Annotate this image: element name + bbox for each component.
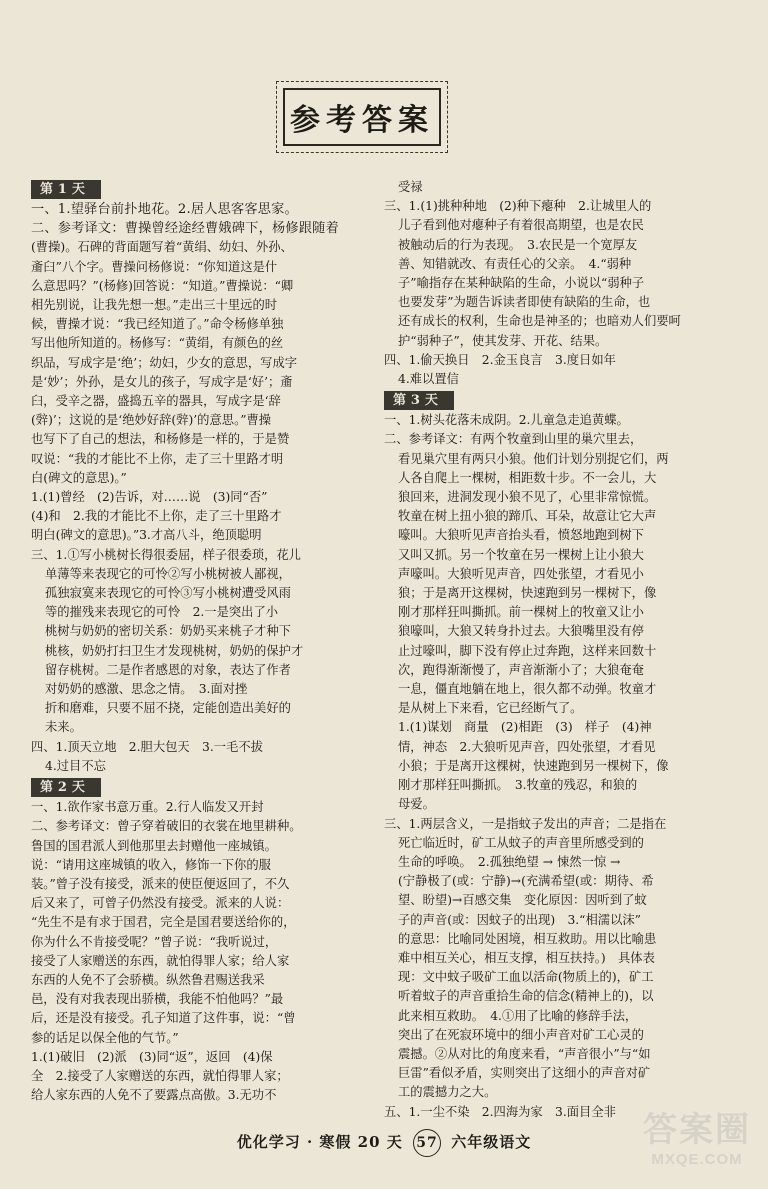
answer-line: 织品，写成字是‘绝’；幼妇，少女的意思，写成字 xyxy=(31,355,298,370)
answer-line: 明白(碑文的意思)。”3.才高八斗，绝顶聪明 xyxy=(31,528,262,543)
right-column xyxy=(384,178,729,1122)
answer-line: “先生不是有求于国君，完全是国君要送给你的， xyxy=(31,915,296,930)
answer-line: 也要发芽”为题告诉读者即使有缺陷的生命，也 xyxy=(398,295,651,310)
answer-line: 四、1.顶天立地 2.胆大包天 3.一毛不拔 xyxy=(31,739,263,754)
answer-line: 二、参考译文：曾子穿着破旧的衣裳在地里耕种。 xyxy=(31,819,302,834)
answer-line: 臼，受辛之器，盛捣五辛的器具，写成字是‘辞 xyxy=(31,394,281,409)
answer-line: 东西的人免不了会骄横。纵然鲁君赐送我采 xyxy=(31,972,265,987)
answer-line: 桃树与奶奶的密切关系：奶奶买来桃子才种下 xyxy=(45,624,291,639)
answer-line: 望、盼望)→百感交集 变化原因：因听到了蚊 xyxy=(398,893,647,908)
answer-line: 的意思：比喻同处困境，相互救助。用以比喻患 xyxy=(398,931,657,946)
answer-line: 接受了人家赠送的东西，就怕得罪人家；给人家 xyxy=(31,953,290,968)
answer-line: 三、1.(1)挑种种地 (2)种下瘪种 2.让城里人的 xyxy=(384,199,652,214)
answer-line: 齑臼”八个字。曹操问杨修说：“你知道这是什 xyxy=(31,259,278,274)
answer-line: 三、1.①写小桃树长得很委屈，样子很委琐，花儿 xyxy=(31,547,301,562)
answer-line: 三、1.两层含义，一是指蚊子发出的声音；二是指在 xyxy=(384,816,667,831)
answer-line: 声嚎叫。大狼听见声音，四处张望，才看见小 xyxy=(398,566,644,581)
answer-line: 1.(1)破旧 (2)派 (3)同“返”，返回 (4)保 xyxy=(31,1049,273,1064)
answer-line: (辤)’；这说的是‘绝妙好辞(辤)’的意思。”曹操 xyxy=(31,413,272,428)
answer-line: 难中相互关心，相互支撑，相互扶持。) 具体表 xyxy=(398,950,655,965)
watermark-url: MXQE.COM xyxy=(651,1151,743,1168)
answer-line: 也写下了自己的想法，和杨修是一样的，于是赞 xyxy=(31,432,290,447)
answer-line: 听着蚊子的声音重拾生命的信念(精神上的)，以 xyxy=(398,989,654,1004)
answer-line: 是‘妙’；外孙，是女儿的孩子，写成字是‘好’；齑 xyxy=(31,374,293,389)
answer-line: 看见巢穴里有两只小狼。他们计划分别捉它们，两 xyxy=(398,451,669,466)
answer-line: 一息，僵直地躺在地上，很久都不动弹。牧童才 xyxy=(398,682,657,697)
answer-line: 五、1.一尘不染 2.四海为家 3.面目全非 xyxy=(384,1104,616,1119)
answer-line: 折和磨难，只要不屈不挠，定能创造出美好的 xyxy=(45,701,291,716)
answer-line: 给人家东西的人免不了要露点高傲。3.无功不 xyxy=(31,1088,277,1103)
answer-line: 留存桃树。二是作者感恩的对象，表达了作者 xyxy=(45,662,291,677)
answer-line: 1.(1)谋划 商量 (2)相距 (3) 样子 (4)神 xyxy=(398,720,652,735)
answer-line: 次，跑得渐渐慢了，声音渐渐小了；大狼奄奄 xyxy=(398,662,644,677)
answer-line: 装。”曾子没有接受，派来的使臣便返回了，不久 xyxy=(31,876,290,891)
answer-line: 儿子看到他对瘪种子有着很高期望，也是农民 xyxy=(398,218,644,233)
answer-line: 未来。 xyxy=(45,720,82,735)
answer-line: (4)和 2.我的才能比不上你，走了三十里路才 xyxy=(31,509,282,524)
day-1-header: 第 1 天 xyxy=(31,180,101,199)
answer-line: 刚才那样狂叫撕抓。 3.牧童的残忍，和狼的 xyxy=(398,778,638,793)
answer-line: 还有成长的权利，生命也是神圣的；也暗劝人们要呵 xyxy=(398,314,681,329)
answer-line: 写出他所知道的。杨修写：“黄绢，有颜色的丝 xyxy=(31,336,284,351)
answer-line: 嚎叫。大狼听见声音抬头看，愤怒地跑到树下 xyxy=(398,528,644,543)
answer-line: 4.难以置信 xyxy=(398,372,459,387)
answer-line: 此来相互救助。 4.①用了比喻的修辞手法， xyxy=(398,1008,638,1023)
answer-line: 狼回来，进洞发现小狼不见了，心里非常惊慌。 xyxy=(398,490,657,505)
answer-line: 候，曹操才说：“我已经知道了。”命令杨修单独 xyxy=(31,317,284,332)
answer-line: 巨雷”看似矛盾，实则突出了这细小的声音对矿 xyxy=(398,1066,651,1081)
answer-line: 一、1.望驿台前扑地花。2.居人思客客思家。 xyxy=(31,202,298,217)
answer-line: 参的话足以保全他的气节。” xyxy=(31,1030,179,1045)
answer-line: 四、1.偷天换日 2.金玉良言 3.度日如年 xyxy=(384,352,616,367)
answer-line: 又叫又抓。另一个牧童在另一棵树上让小狼大 xyxy=(398,547,644,562)
answer-line: 人各自爬上一棵树，相距数十步。不一会儿，大 xyxy=(398,470,657,485)
day-3-header: 第 3 天 xyxy=(384,391,454,410)
answer-line: 刚才那样狂叫撕抓。前一棵树上的牧童又让小 xyxy=(398,605,644,620)
answer-line: 善、知错就改、有责任心的父亲。 4.“弱种 xyxy=(398,256,632,271)
day-2-header: 第 2 天 xyxy=(31,778,101,797)
watermark-logo xyxy=(632,1110,762,1184)
answer-line: 么意思吗？”(杨修)回答说：“知道。”曹操说：“卿 xyxy=(31,278,294,293)
answer-line: 狼；于是离开这棵树，快速跑到另一棵树下，像 xyxy=(398,586,657,601)
answer-line: 护“弱种子”，使其发芽、开花、结果。 xyxy=(398,333,608,348)
answer-line: 震撼。②从对比的角度来看，“声音很小”与“如 xyxy=(398,1046,651,1061)
answer-line: 受禄 xyxy=(398,180,423,194)
answer-line: 等的摧残来表现它的可怜 2.一是突出了小 xyxy=(45,605,279,620)
footer-book-title: 优化学习 · 寒假 20 天 xyxy=(236,1133,403,1151)
answer-line: 母爱。 xyxy=(398,797,435,812)
answer-line: 后又来了，可曾子仍然没有接受。派来的人说： xyxy=(31,896,290,911)
answer-line: 狼嚎叫，大狼又转身扑过去。大狼嘴里没有停 xyxy=(398,624,644,639)
page-title: 参考答案 xyxy=(290,103,434,138)
answer-line: 生命的呼唤。 2.孤独绝望 → 悚然一惊 → xyxy=(398,854,621,869)
answer-line: 子”喻指存在某种缺陷的生命，小说以“弱种子 xyxy=(398,276,645,291)
page-number: 57 xyxy=(413,1129,441,1157)
answer-line: 突出了在死寂环境中的细小声音对矿工心灵的 xyxy=(398,1027,644,1042)
answer-line: 一、1.树头花落未成阴。2.儿童急走追黄蝶。 xyxy=(384,413,629,428)
answer-line: 相先别说，让我先想一想。”走出三十里远的时 xyxy=(31,298,278,313)
answer-line: 全 2.接受了人家赠送的东西，就怕得罪人家； xyxy=(31,1068,289,1083)
watermark-text: 答案圈 xyxy=(643,1111,751,1149)
answer-line: 叹说：“我的才能比不上你，走了三十里路才明 xyxy=(31,451,284,466)
answer-line: 现：文中蚊子吸矿工血以活命(物质上的)，矿工 xyxy=(398,970,654,985)
answer-line: 孤独寂寞来表现它的可怜③写小桃树遭受风雨 xyxy=(45,586,291,601)
answer-line: 情，神态 2.大狼听见声音，四处张望，才看见 xyxy=(398,739,656,754)
answer-line: 止过嚎叫，脚下没有停止过奔跑，这样来回数十 xyxy=(398,643,657,658)
answer-line: 白(碑文的意思)。” xyxy=(31,470,127,485)
answer-line: 后，还是没有接受。孔子知道了这件事，说：“曾 xyxy=(31,1011,296,1026)
answer-line: 二、参考译文：曹操曾经途经曹娥碑下，杨修跟随着 xyxy=(31,221,339,237)
answer-line: 桃核，奶奶打扫卫生才发现桃树，奶奶的保护才 xyxy=(45,643,304,658)
answer-line: 4.过目不忘 xyxy=(45,758,106,773)
answer-line: 邑，没有对我表现出骄横，我能不怕他吗？”最 xyxy=(31,992,284,1007)
answer-line: 是从树上下来看，它已经断气了。 xyxy=(398,701,583,716)
answer-line: 你为什么不肯接受呢？”曾子说：“我听说过， xyxy=(31,934,278,949)
answer-line: 一、1.欲作家书意万重。2.行人临发又开封 xyxy=(31,800,264,815)
answer-line: 说：“请用这座城镇的收入，修饰一下你的服 xyxy=(31,857,271,872)
answer-line: 鲁国的国君派人到他那里去封赠他一座城镇。 xyxy=(31,838,277,853)
answer-line: 1.(1)曾经 (2)告诉，对……说 (3)同“否” xyxy=(31,490,268,505)
answer-line: 单薄等来表现它的可怜②写小桃树被人鄙视， xyxy=(45,566,291,581)
answer-line: (宁静极了(或：宁静)→(充满希望(或：期待、希 xyxy=(398,874,654,889)
answer-line: 牧童在树上扭小狼的蹄爪、耳朵，故意让它大声 xyxy=(398,509,657,524)
answer-line: 子的声音(或：因蚊子的出现) 3.“相濡以沫” xyxy=(398,912,641,927)
answer-line: 死亡临近时，矿工从蚊子的声音里所感受到的 xyxy=(398,835,644,850)
answer-line: 被触动后的行为表现。 3.农民是一个宽厚友 xyxy=(398,237,638,252)
answer-line: (曹操)。石碑的背面题写着“黄绢、幼妇、外孙、 xyxy=(31,240,293,255)
title-box xyxy=(283,88,441,146)
answer-line: 二、参考译文：有两个牧童到山里的巢穴里去， xyxy=(384,432,643,447)
answer-line: 工的震撼力之大。 xyxy=(398,1085,497,1100)
left-column xyxy=(31,178,371,1105)
answer-line: 对奶奶的感激、思念之情。 3.面对挫 xyxy=(45,682,248,697)
answer-line: 小狼；于是离开这棵树，快速跑到另一棵树下，像 xyxy=(398,758,669,773)
footer-subject: 六年级语文 xyxy=(451,1133,532,1151)
